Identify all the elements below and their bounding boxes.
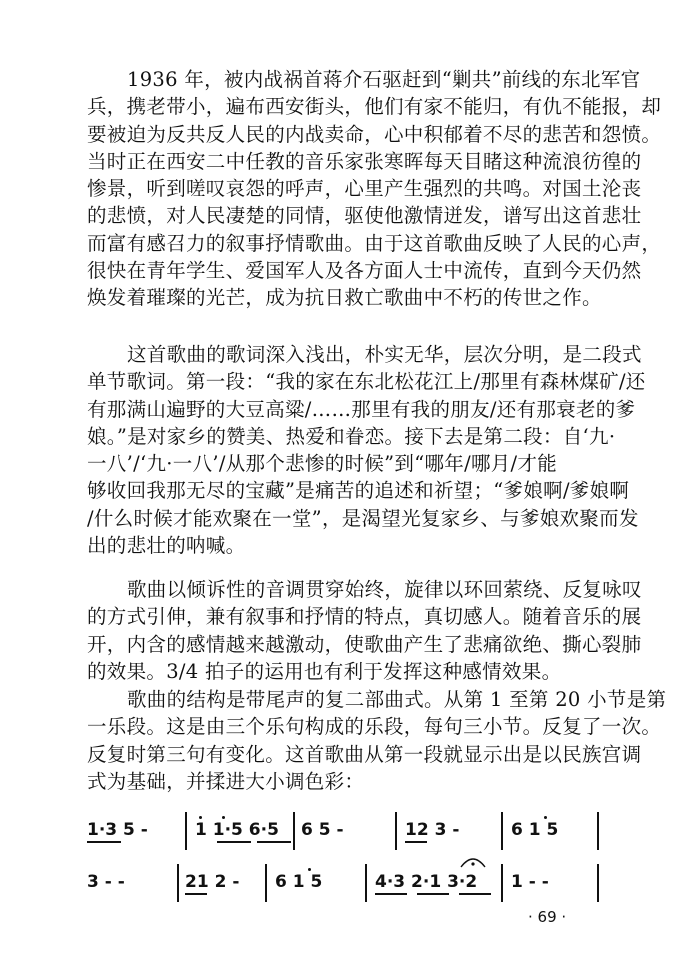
text-line: 歌曲以倾诉性的音调贯穿始终，旋律以环回萦绕、反复咏叹 <box>127 578 642 601</box>
score-row-2 <box>87 864 617 910</box>
score-measure <box>375 864 501 900</box>
text-line: 的悲愤，对人民凄楚的同情，驱使他激情迸发，谱写出这首悲壮 <box>87 204 642 228</box>
high-octave-dot <box>222 816 225 819</box>
measure-notes: 3 - - <box>87 872 125 892</box>
text-line: 兵，携老带小，遍布西安街头，他们有家不能归，有仇不能报，却 <box>87 95 662 119</box>
barline <box>597 812 599 850</box>
text-line: 而富有感召力的叙事抒情歌曲。由于这首歌曲反映了人民的心声， <box>87 231 662 255</box>
text-line: 开，内含的感情越来越激动，使歌曲产生了悲痛欲绝、撕心裂肺 <box>87 632 642 656</box>
paragraph-1 <box>87 66 662 312</box>
score-measure <box>275 864 367 900</box>
text-line: 当时正在西安二中任教的音乐家张寒晖每天目睹这种流浪彷徨的 <box>87 149 642 173</box>
text-line: 很快在青年学生、爱国军人及各方面人士中流传，直到今天仍然 <box>87 259 642 283</box>
text-line: 这首歌曲的歌词深入浅出，朴实无华，层次分明，是二段式 <box>127 343 642 366</box>
page-number: · 69 · <box>528 908 567 926</box>
text-line: 够收回我那无尽的宝藏”是痛苦的追述和祈望；“爹娘啊/爹娘啊 <box>87 479 630 503</box>
measure-notes: 21 2 - <box>185 872 240 892</box>
barline <box>597 864 599 902</box>
underline-mark <box>375 893 407 895</box>
text-line: 一乐段。这是由三个乐句构成的乐段，每句三小节。反复了一次。 <box>87 715 662 739</box>
fermata-icon <box>459 854 487 868</box>
text-line: 的方式引伸，兼有叙事和抒情的特点，真切感人。随着音乐的展 <box>87 605 642 629</box>
barline <box>501 864 503 902</box>
text-line: 有那满山遍野的大豆高粱/……那里有我的朋友/还有那衰老的爹 <box>87 397 636 421</box>
paragraph-2 <box>87 341 646 559</box>
score-measure <box>301 812 397 848</box>
text-line: 单节歌词。第一段：“我的家在东北松花江上/那里有森林煤矿/还 <box>87 370 646 394</box>
barline <box>185 812 187 850</box>
high-octave-dot <box>308 868 311 871</box>
underline-mark <box>405 841 427 843</box>
text-line: 焕发着璀璨的光芒，成为抗日救亡歌曲中不朽的传世之作。 <box>87 286 602 310</box>
measure-notes: 6 5 - <box>301 820 344 840</box>
measure-notes: 6 1 5 <box>275 872 323 892</box>
barline <box>177 864 179 902</box>
barline <box>293 812 295 850</box>
underline-mark <box>257 841 291 843</box>
text-line: 的效果。3/4 拍子的运用也有利于发挥这种感情效果。 <box>87 659 562 683</box>
score-measure <box>511 812 603 848</box>
high-octave-dot <box>544 816 547 819</box>
underline-mark <box>217 841 251 843</box>
high-octave-dot <box>199 816 202 819</box>
text-line: 式为基础，并揉进大小调色彩： <box>87 769 365 793</box>
text-line: 1936 年，被内战祸首蒋介石驱赶到“剿共”前线的东北军官 <box>127 68 641 91</box>
paragraph-4 <box>87 686 667 795</box>
text-line: 一八’/‘九·一八’/从那个悲惨的时候”到“哪年/哪月/才能 <box>87 452 558 476</box>
score-measure <box>87 864 179 900</box>
measure-notes: 12 3 - <box>405 820 460 840</box>
barline <box>365 864 367 902</box>
score-measure <box>511 864 603 900</box>
paragraph-3 <box>87 576 642 685</box>
score-measure <box>87 812 183 848</box>
underline-mark <box>459 893 491 895</box>
score-measure <box>185 864 277 900</box>
barline <box>265 864 267 902</box>
measure-notes: 6 1 5 <box>511 820 559 840</box>
measure-notes: 1 - - <box>511 872 549 892</box>
score-measure <box>195 812 287 848</box>
measure-notes: 1 1·5 6·5 <box>195 820 279 840</box>
barline <box>395 812 397 850</box>
text-line: 歌曲的结构是带尾声的复二部曲式。从第 1 至第 20 小节是第 <box>127 688 667 711</box>
text-line: 出的悲壮的呐喊。 <box>87 534 246 558</box>
barline <box>501 812 503 850</box>
text-line: 反复时第三句有变化。这首歌曲从第一段就显示出是以民族宫调 <box>87 742 642 766</box>
measure-notes: 4·3 2·1 3·2 <box>375 872 478 892</box>
underline-mark <box>417 893 449 895</box>
underline-mark <box>87 841 121 843</box>
underline-mark <box>185 893 207 895</box>
text-line: 娘。”是对家乡的赞美、热爱和眷恋。接下去是第二段：自‘九· <box>87 424 616 448</box>
text-line: 要被迫为反共反人民的内战卖命，心中积郁着不尽的悲苦和怨愤。 <box>87 122 662 146</box>
score-row-1 <box>87 812 617 858</box>
text-line: /什么时候才能欢聚在一堂”，是渴望光复家乡、与爹娘欢聚而发 <box>87 506 639 530</box>
score-measure <box>405 812 497 848</box>
measure-notes: 1·3 5 - <box>87 820 148 840</box>
text-line: 惨景，听到嗟叹哀怨的呼声，心里产生强烈的共鸣。对国土沦丧 <box>87 177 642 201</box>
